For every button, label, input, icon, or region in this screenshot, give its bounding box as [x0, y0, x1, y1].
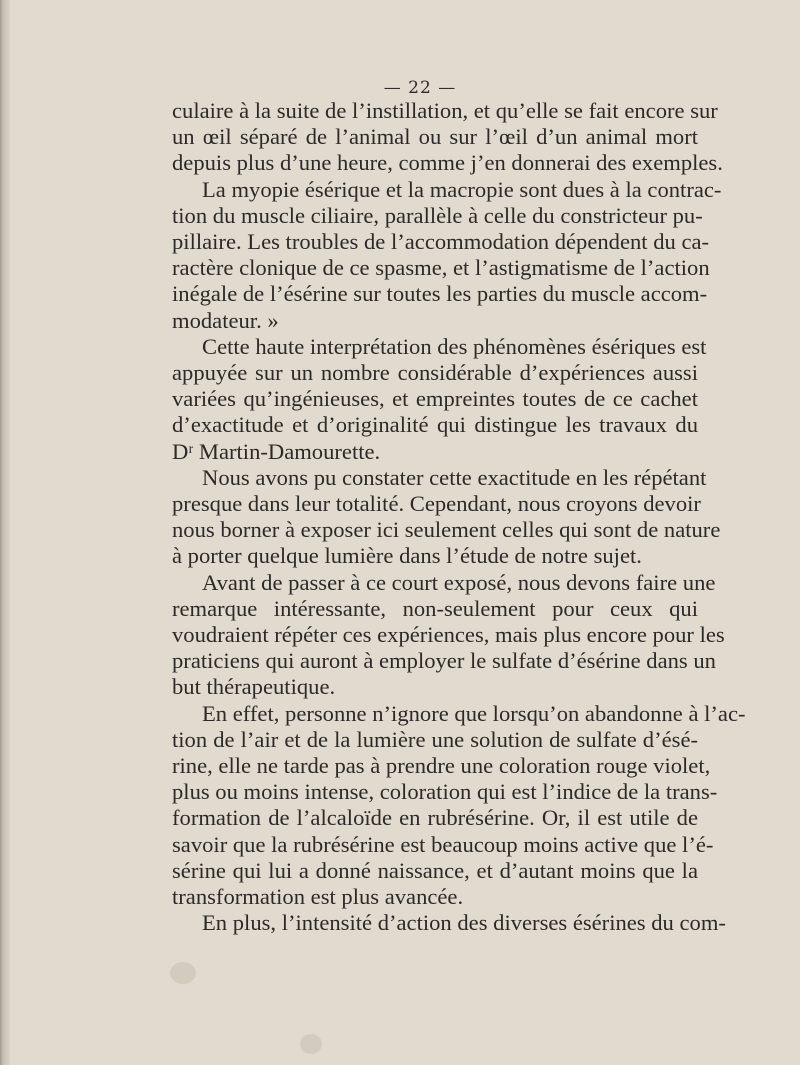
text-line: tion du muscle ciliaire, parallèle à celle du constricteur pu-	[172, 202, 703, 228]
text-line: Avant de passer à ce court exposé, nous devons faire une	[202, 569, 716, 595]
paper-stain	[300, 1034, 322, 1054]
text-line: appuyée sur un nombre considérable d’expériences aussi	[172, 360, 698, 386]
text-line: Dʳ Martin-Damourette.	[172, 438, 381, 464]
text-line: En plus, l’intensité d’action des diverses ésérines du com-	[202, 910, 726, 936]
page-number: — 22 —	[383, 78, 457, 98]
text-line: Nous avons pu constater cette exactitude en les répétant	[202, 464, 707, 490]
text-line: culaire à la suite de l’instillation, et qu’elle se fait encore sur	[172, 98, 718, 123]
text-line: ractère clonique de ce spasme, et l’astigmatisme de l’action	[172, 255, 710, 281]
text-line: variées qu’ingénieuses, et empreintes toutes de ce cachet	[172, 386, 698, 412]
text-line: remarque intéressante, non-seulement pour ceux qui	[172, 595, 698, 621]
text-line: depuis plus d’une heure, comme j’en donnerai des exemples.	[172, 150, 723, 176]
text-line: d’exactitude et d’originalité qui distingue les travaux du	[172, 412, 698, 438]
text-line: modateur. »	[172, 307, 279, 333]
body-text	[172, 98, 746, 937]
text-line: pillaire. Les troubles de l’accommodation dépendent du ca-	[172, 229, 710, 255]
text-line: La myopie ésérique et la macropie sont dues à la contrac-	[202, 176, 722, 202]
text-line: un œil séparé de l’animal ou sur l’œil d’un animal mort	[172, 124, 698, 150]
text-line: tion de l’air et de la lumière une solution de sulfate d’ésé-	[172, 726, 698, 752]
text-line: presque dans leur totalité. Cependant, nous croyons devoir	[172, 491, 701, 517]
text-line: En effet, personne n’ignore que lorsqu’on abandonne à l’ac-	[202, 700, 746, 726]
text-line: but thérapeutique.	[172, 674, 336, 700]
text-line: rine, elle ne tarde pas à prendre une coloration rouge violet,	[172, 753, 711, 779]
text-line: inégale de l’ésérine sur toutes les parties du muscle accom-	[172, 281, 708, 307]
text-line: praticiens qui auront à employer le sulfate d’ésérine dans un	[172, 648, 716, 674]
text-line: à porter quelque lumière dans l’étude de notre sujet.	[172, 543, 642, 569]
text-line: plus ou moins intense, coloration qui est l’indice de la trans-	[172, 779, 718, 805]
text-line: sérine qui lui a donné naissance, et d’autant moins que la	[172, 857, 698, 883]
text-line: nous borner à exposer ici seulement celles qui sont de nature	[172, 517, 721, 543]
text-line: savoir que la rubrésérine est beaucoup moins active que l’é-	[172, 831, 714, 857]
text-line: formation de l’alcaloïde en rubrésérine. Or, il est utile de	[172, 805, 698, 831]
page-binding-edge	[0, 0, 10, 1065]
paper-stain	[170, 962, 196, 984]
text-line: Cette haute interprétation des phénomènes ésériques est	[202, 333, 707, 359]
text-line: voudraient répéter ces expériences, mais plus encore pour les	[172, 622, 725, 648]
text-line: transformation est plus avancée.	[172, 884, 464, 910]
